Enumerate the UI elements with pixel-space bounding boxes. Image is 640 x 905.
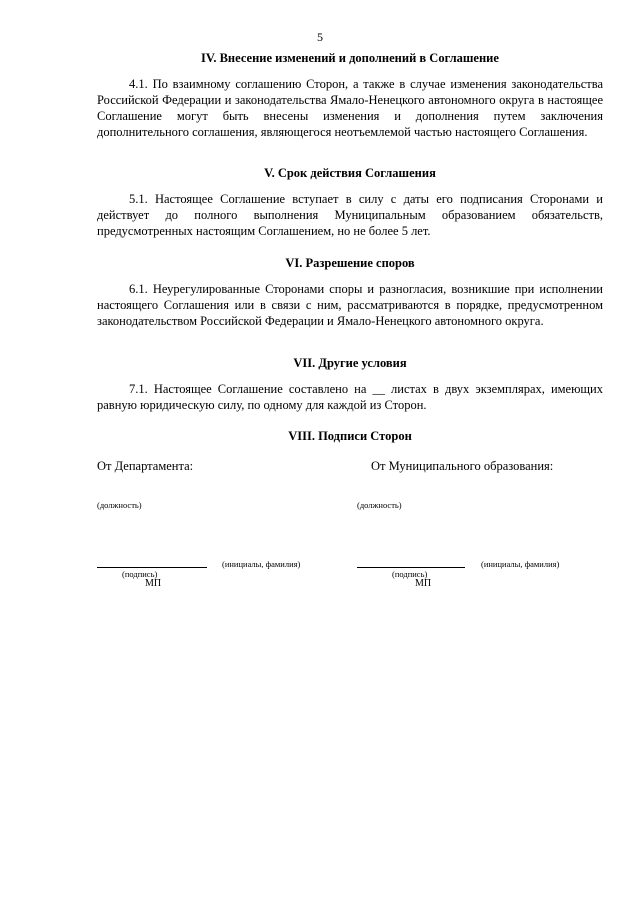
page-number: 5: [317, 30, 323, 44]
sig-from-municipality: От Муниципального образования:: [371, 459, 554, 473]
stamp-label: МП: [145, 578, 162, 589]
section-heading: VIII. Подписи Сторон: [288, 429, 412, 443]
sig-signature-label: (подпись): [392, 569, 428, 579]
section-viii: [97, 428, 603, 444]
sig-position-label: (должность): [357, 500, 402, 510]
sig-initials-label: (инициалы, фамилия): [481, 559, 560, 569]
section-paragraph: 7.1. Настоящее Соглашение составлено на __ листах в двух экземплярах, имеющих равную юридическую силу, по одному для каждой из Сторон.: [97, 382, 603, 412]
signature-line: [97, 567, 207, 568]
section-paragraph: 6.1. Неурегулированные Сторонами споры и разногласия, возникшие при исполнении настоящего Соглашения или в связи с ним, рассматриваются в порядке, предусмотренном законодательством Российской Федерации и Ямало-Ненецкого автономного округа.: [97, 282, 603, 328]
section-heading: IV. Внесение изменений и дополнений в Соглашение: [201, 51, 499, 65]
section-heading: VI. Разрешение споров: [285, 256, 415, 270]
section-v: [97, 165, 603, 239]
sig-initials-label: (инициалы, фамилия): [222, 559, 301, 569]
sig-signature-label: (подпись): [122, 569, 158, 579]
sig-from-department: От Департамента:: [97, 459, 194, 473]
stamp-label: МП: [415, 578, 432, 589]
section-heading: V. Срок действия Соглашения: [264, 166, 436, 180]
section-heading: VII. Другие условия: [293, 356, 407, 370]
sig-position-label: (должность): [97, 500, 142, 510]
section-vii: [97, 355, 603, 413]
section-paragraph: 4.1. По взаимному соглашению Сторон, а также в случае изменения законодательства Российской Федерации и законодательства Ямало-Ненецкого автономного округа в настоящее Соглашение могут быть внесены изменения и дополнения путем заключения дополнительного соглашения, являющегося неотъемлемой частью настоящего Соглашения.: [97, 77, 603, 139]
section-iv: [97, 50, 603, 140]
section-vi: [97, 255, 603, 329]
signature-line: [357, 567, 465, 568]
section-paragraph: 5.1. Настоящее Соглашение вступает в силу с даты его подписания Сторонами и действует до полного выполнения Муниципальным образованием обязательств, предусмотренных настоящим Соглашением, но не более 5 лет.: [97, 192, 603, 238]
